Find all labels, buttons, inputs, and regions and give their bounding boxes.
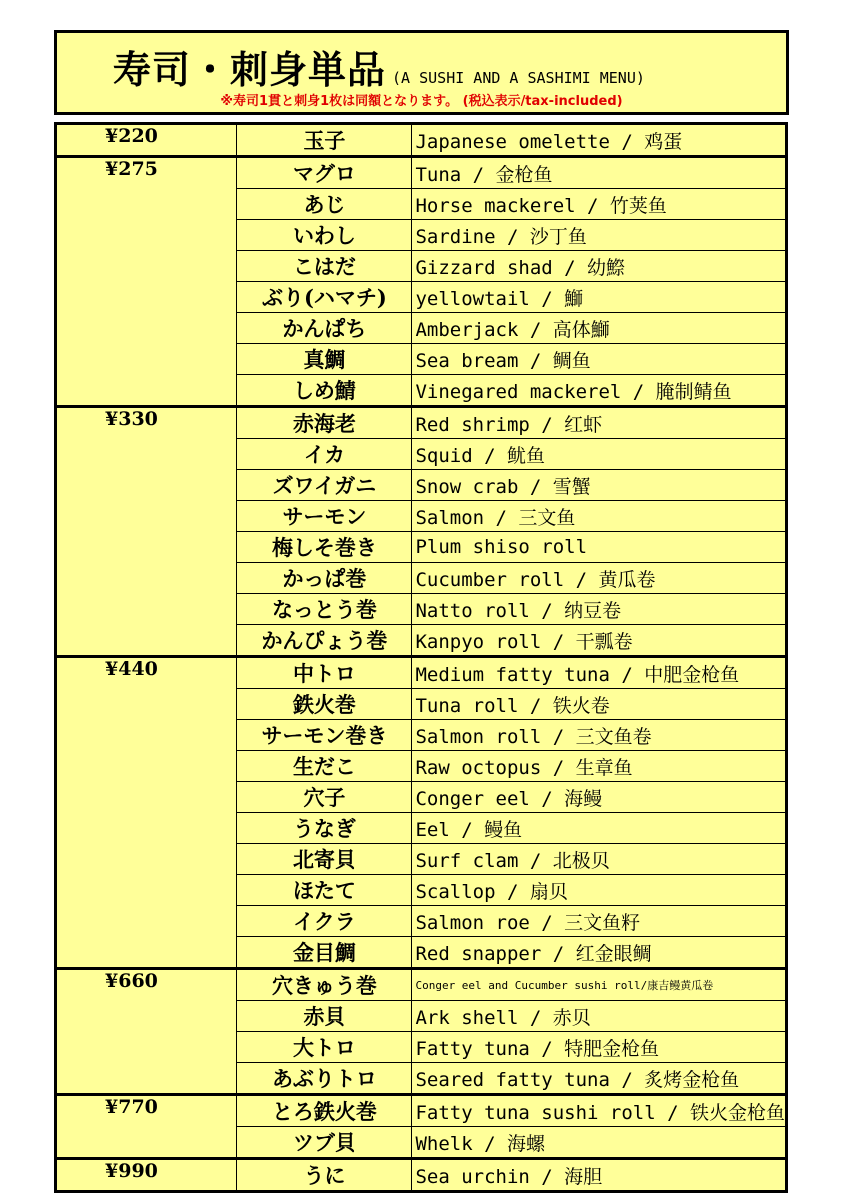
item-name-jp: 北寄貝 — [237, 844, 412, 875]
menu-row — [56, 124, 787, 157]
item-name-en: Salmon roe / 三文鱼籽 — [412, 906, 787, 937]
item-name-jp: 鉄火巻 — [237, 689, 412, 720]
item-name-jp: こはだ — [237, 251, 412, 282]
page-subtitle: (A SUSHI AND A SASHIMI MENU) — [392, 69, 645, 87]
item-name-jp: 金目鯛 — [237, 937, 412, 969]
item-name-en: Gizzard shad / 幼鰶 — [412, 251, 787, 282]
item-name-jp: マグロ — [237, 157, 412, 189]
item-name-jp: かんぱち — [237, 313, 412, 344]
item-name-jp: 中トロ — [237, 657, 412, 689]
item-name-en: Sea bream / 鲷鱼 — [412, 344, 787, 375]
item-name-en: Kanpyo roll / 干瓢卷 — [412, 625, 787, 657]
item-name-en: Squid / 鱿鱼 — [412, 439, 787, 470]
item-name-jp: イカ — [237, 439, 412, 470]
price-cell: ¥440 — [56, 657, 237, 969]
item-name-en: Natto roll / 纳豆卷 — [412, 594, 787, 625]
menu-row — [56, 969, 787, 1001]
item-name-en: Sardine / 沙丁鱼 — [412, 220, 787, 251]
item-name-en: Scallop / 扇贝 — [412, 875, 787, 906]
menu-row — [56, 1095, 787, 1127]
title-line — [113, 39, 645, 94]
item-name-en: Tuna roll / 铁火卷 — [412, 689, 787, 720]
item-name-en: Ark shell / 赤贝 — [412, 1001, 787, 1032]
item-name-en: Vinegared mackerel / 腌制鲭鱼 — [412, 375, 787, 407]
menu-body — [56, 124, 787, 1192]
item-name-jp: サーモン巻き — [237, 720, 412, 751]
item-name-jp: 大トロ — [237, 1032, 412, 1063]
price-cell: ¥220 — [56, 124, 237, 157]
price-cell: ¥330 — [56, 407, 237, 657]
item-name-en: Seared fatty tuna / 炙烤金枪鱼 — [412, 1063, 787, 1095]
menu-row — [56, 1159, 787, 1192]
item-name-en: Tuna / 金枪鱼 — [412, 157, 787, 189]
item-name-jp: うに — [237, 1159, 412, 1192]
item-name-en: Japanese omelette / 鸡蛋 — [412, 124, 787, 157]
item-name-en: Cucumber roll / 黄瓜卷 — [412, 563, 787, 594]
item-name-jp: 玉子 — [237, 124, 412, 157]
item-name-en: Whelk / 海螺 — [412, 1127, 787, 1159]
item-name-jp: ほたて — [237, 875, 412, 906]
menu-row — [56, 157, 787, 189]
item-name-jp: ツブ貝 — [237, 1127, 412, 1159]
price-cell: ¥275 — [56, 157, 237, 407]
item-name-en: yellowtail / 鰤 — [412, 282, 787, 313]
item-name-jp: 赤海老 — [237, 407, 412, 439]
price-cell: ¥770 — [56, 1095, 237, 1159]
item-name-jp: イクラ — [237, 906, 412, 937]
item-name-jp: とろ鉄火巻 — [237, 1095, 412, 1127]
item-name-jp: なっとう巻 — [237, 594, 412, 625]
item-name-jp: ぶり(ハマチ) — [237, 282, 412, 313]
item-name-jp: あぶりトロ — [237, 1063, 412, 1095]
price-cell: ¥660 — [56, 969, 237, 1095]
item-name-en: Medium fatty tuna / 中肥金枪鱼 — [412, 657, 787, 689]
page-title: 寿司・刺身単品 — [113, 47, 387, 92]
menu-row — [56, 407, 787, 439]
item-name-en: Snow crab / 雪蟹 — [412, 470, 787, 501]
price-note: ※寿司1貫と刺身1枚は同額となります。 (税込表示/tax-included) — [220, 94, 623, 109]
item-name-en: Conger eel / 海鳗 — [412, 782, 787, 813]
item-name-jp: あじ — [237, 189, 412, 220]
item-name-jp: しめ鯖 — [237, 375, 412, 407]
item-name-jp: かんぴょう巻 — [237, 625, 412, 657]
item-name-en: Amberjack / 高体鰤 — [412, 313, 787, 344]
item-name-jp: 赤貝 — [237, 1001, 412, 1032]
item-name-en: Salmon roll / 三文鱼卷 — [412, 720, 787, 751]
item-name-jp: 真鯛 — [237, 344, 412, 375]
item-name-en: Conger eel and Cucumber sushi roll/康吉鳗黄瓜卷 — [412, 969, 787, 1001]
item-name-en: Surf clam / 北极贝 — [412, 844, 787, 875]
item-name-jp: 生だこ — [237, 751, 412, 782]
menu-header — [54, 30, 789, 115]
item-name-en: Plum shiso roll — [412, 532, 787, 563]
item-name-en: Fatty tuna sushi roll / 铁火金枪鱼 — [412, 1095, 787, 1127]
item-name-en: Fatty tuna / 特肥金枪鱼 — [412, 1032, 787, 1063]
item-name-en: Sea urchin / 海胆 — [412, 1159, 787, 1192]
item-name-jp: ズワイガニ — [237, 470, 412, 501]
item-name-en: Red shrimp / 红虾 — [412, 407, 787, 439]
item-name-en: Horse mackerel / 竹荚鱼 — [412, 189, 787, 220]
item-name-jp: 穴子 — [237, 782, 412, 813]
menu-table — [54, 122, 788, 1193]
item-name-en: Raw octopus / 生章鱼 — [412, 751, 787, 782]
item-name-en: Salmon / 三文鱼 — [412, 501, 787, 532]
menu-row — [56, 657, 787, 689]
item-name-en: Red snapper / 红金眼鲷 — [412, 937, 787, 969]
item-name-jp: かっぱ巻 — [237, 563, 412, 594]
item-name-jp: いわし — [237, 220, 412, 251]
item-name-jp: 穴きゅう巻 — [237, 969, 412, 1001]
item-name-jp: うなぎ — [237, 813, 412, 844]
item-name-jp: サーモン — [237, 501, 412, 532]
item-name-en: Eel / 鳗鱼 — [412, 813, 787, 844]
item-name-jp: 梅しそ巻き — [237, 532, 412, 563]
price-cell: ¥990 — [56, 1159, 237, 1192]
